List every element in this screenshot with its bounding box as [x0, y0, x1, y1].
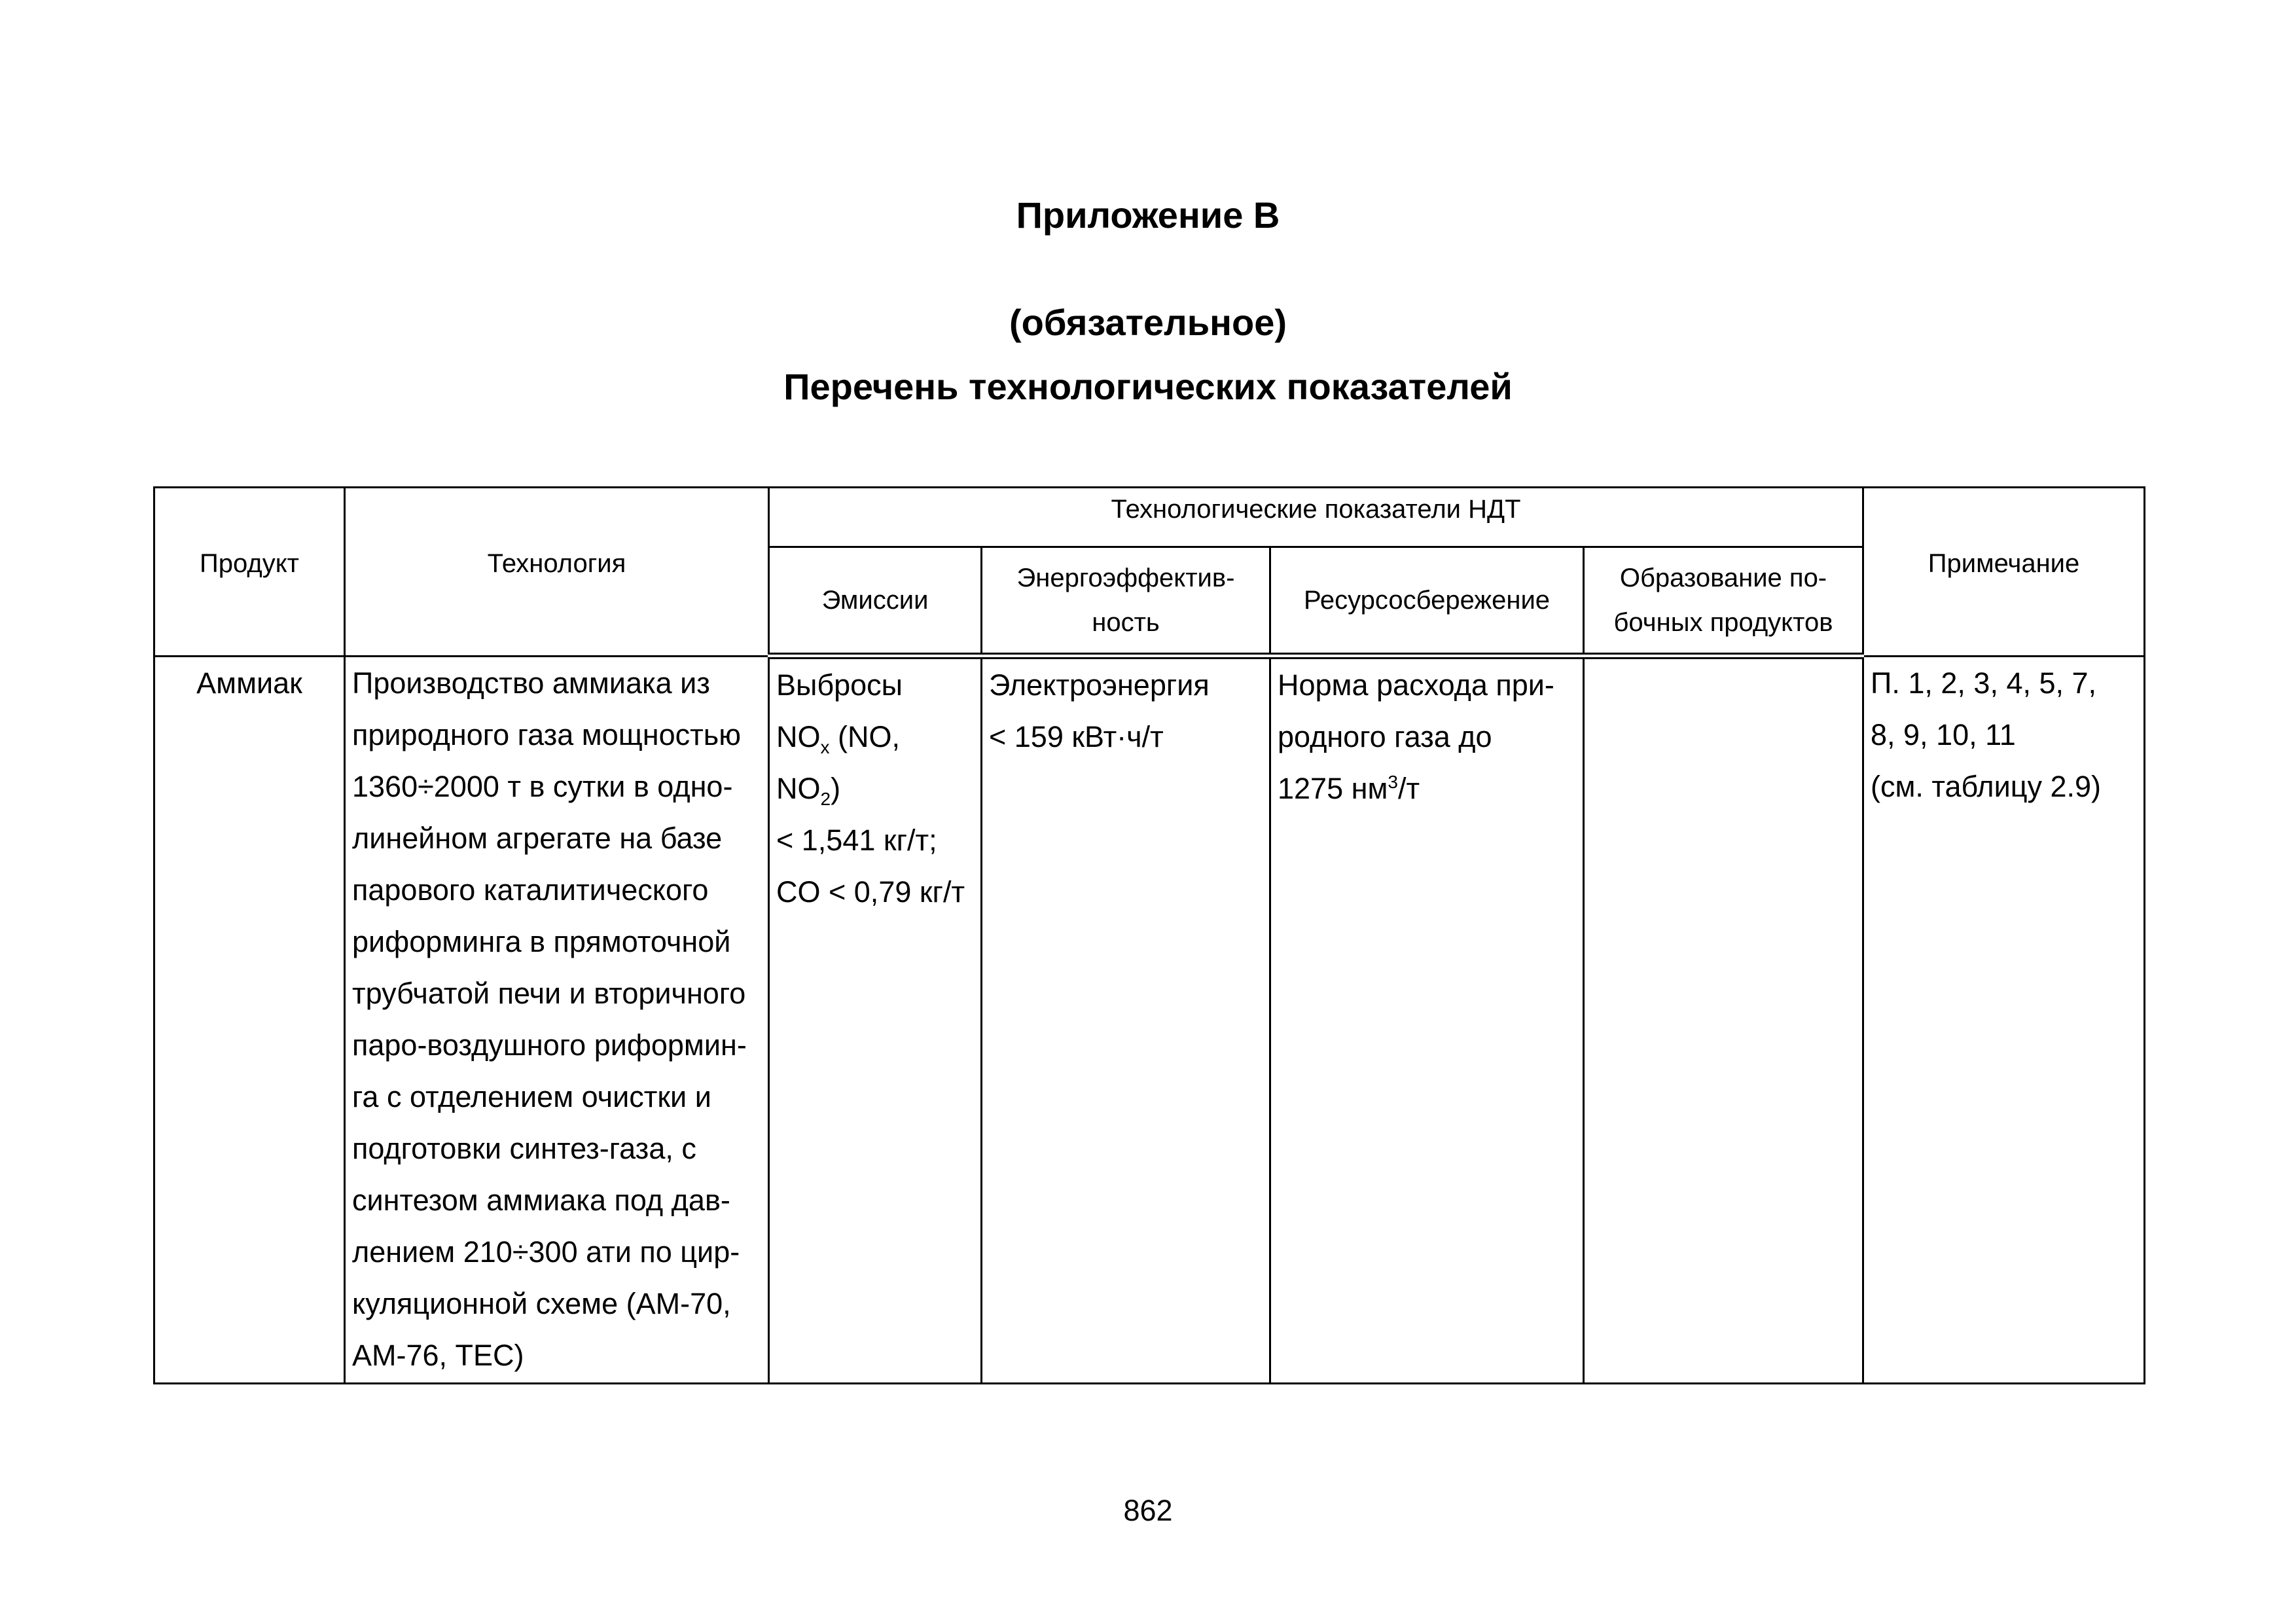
table-header-row: [154, 488, 2145, 547]
cell-note: [1863, 656, 2145, 1384]
nox-rest: (NO,: [829, 720, 900, 753]
annex-title: Приложение В: [1016, 194, 1280, 236]
header-ndt-group-label: Технологические показатели НДТ: [1111, 495, 1521, 524]
technology-line: парового каталитического: [352, 873, 709, 907]
technology-line: Производство аммиака из: [352, 666, 710, 700]
technology-line: природного газа мощностью: [352, 717, 741, 751]
technology-line: подготовки синтез-газа, с: [352, 1131, 696, 1165]
header-energy: [982, 547, 1270, 657]
technology-line: АМ-76, ТЕС): [352, 1338, 524, 1372]
no2-main: NO: [776, 772, 821, 805]
technology-line: трубчатой печи и вторичного: [352, 976, 746, 1010]
header-resource: [1270, 547, 1584, 657]
header-note: [1863, 488, 2145, 657]
page-number: 862: [1123, 1494, 1173, 1527]
technology-line: га с отделением очистки и: [352, 1079, 711, 1113]
technology-line: куляционной схеме (АМ-70,: [352, 1286, 731, 1320]
cell-energy: [982, 656, 1270, 1384]
nox-subscript: x: [820, 737, 830, 757]
header-byproducts: [1584, 547, 1863, 657]
resource-value-main: 1275 нм: [1278, 772, 1388, 805]
header-technology: [345, 488, 769, 657]
header-emissions-label: Эмиссии: [821, 586, 929, 615]
cell-byproducts: [1584, 656, 1863, 1384]
technology-line: риформинга в прямоточной: [352, 924, 731, 958]
technology-line: паро-воздушного риформин-: [352, 1028, 747, 1062]
header-energy-line2: ность: [1092, 608, 1160, 637]
cell-product: [154, 656, 345, 1384]
technology-line: 1360÷2000 т в сутки в одно-: [352, 769, 733, 803]
no2-rest: ): [831, 772, 841, 805]
resource-line: родного газа до: [1278, 720, 1492, 753]
energy-line: < 159 кВт·ч/т: [989, 720, 1164, 753]
note-line: (см. таблицу 2.9): [1871, 769, 2102, 803]
product-value: Аммиак: [196, 666, 302, 700]
table-row: [154, 656, 2145, 1384]
indicators-table: [153, 486, 2145, 1384]
cell-technology: [345, 656, 769, 1384]
technology-line: линейном агрегате на базе: [352, 821, 723, 855]
header-resource-label: Ресурсосбережение: [1303, 586, 1551, 615]
resource-line: Норма расхода при-: [1278, 668, 1554, 702]
resource-superscript: 3: [1388, 772, 1398, 792]
note-line: П. 1, 2, 3, 4, 5, 7,: [1871, 666, 2097, 700]
nox-main: NO: [776, 720, 821, 753]
cell-resource: [1270, 656, 1584, 1384]
header-product: [154, 488, 345, 657]
header-ndt-group: [769, 488, 1863, 547]
header-note-label: Примечание: [1928, 549, 2080, 579]
annex-status: (обязательное): [1009, 302, 1287, 343]
document-title: Перечень технологических показателей: [783, 366, 1513, 407]
technology-line: лением 210÷300 ати по цир-: [352, 1235, 740, 1269]
header-byproducts-line1: Образование по-: [1619, 564, 1827, 592]
header-product-label: Продукт: [200, 549, 299, 579]
energy-line: Электроэнергия: [989, 668, 1210, 702]
resource-line: [1278, 763, 1576, 814]
emissions-line: Выбросы: [776, 668, 903, 702]
header-energy-line1: Энергоэффектив-: [1016, 564, 1235, 592]
resource-value-rest: /т: [1397, 772, 1420, 805]
cell-emissions: [769, 656, 982, 1384]
no2-subscript: 2: [820, 789, 831, 809]
header-byproducts-line2: бочных продуктов: [1613, 608, 1833, 637]
header-emissions: [769, 547, 982, 657]
technology-line: синтезом аммиака под дав-: [352, 1183, 730, 1217]
header-technology-label: Технология: [487, 549, 626, 579]
emissions-nox-line: [776, 711, 974, 763]
note-line: 8, 9, 10, 11: [1871, 717, 2016, 751]
emissions-line: < 1,541 кг/т;: [776, 823, 937, 857]
emissions-line: CO < 0,79 кг/т: [776, 875, 965, 909]
emissions-no2-line: [776, 763, 974, 814]
